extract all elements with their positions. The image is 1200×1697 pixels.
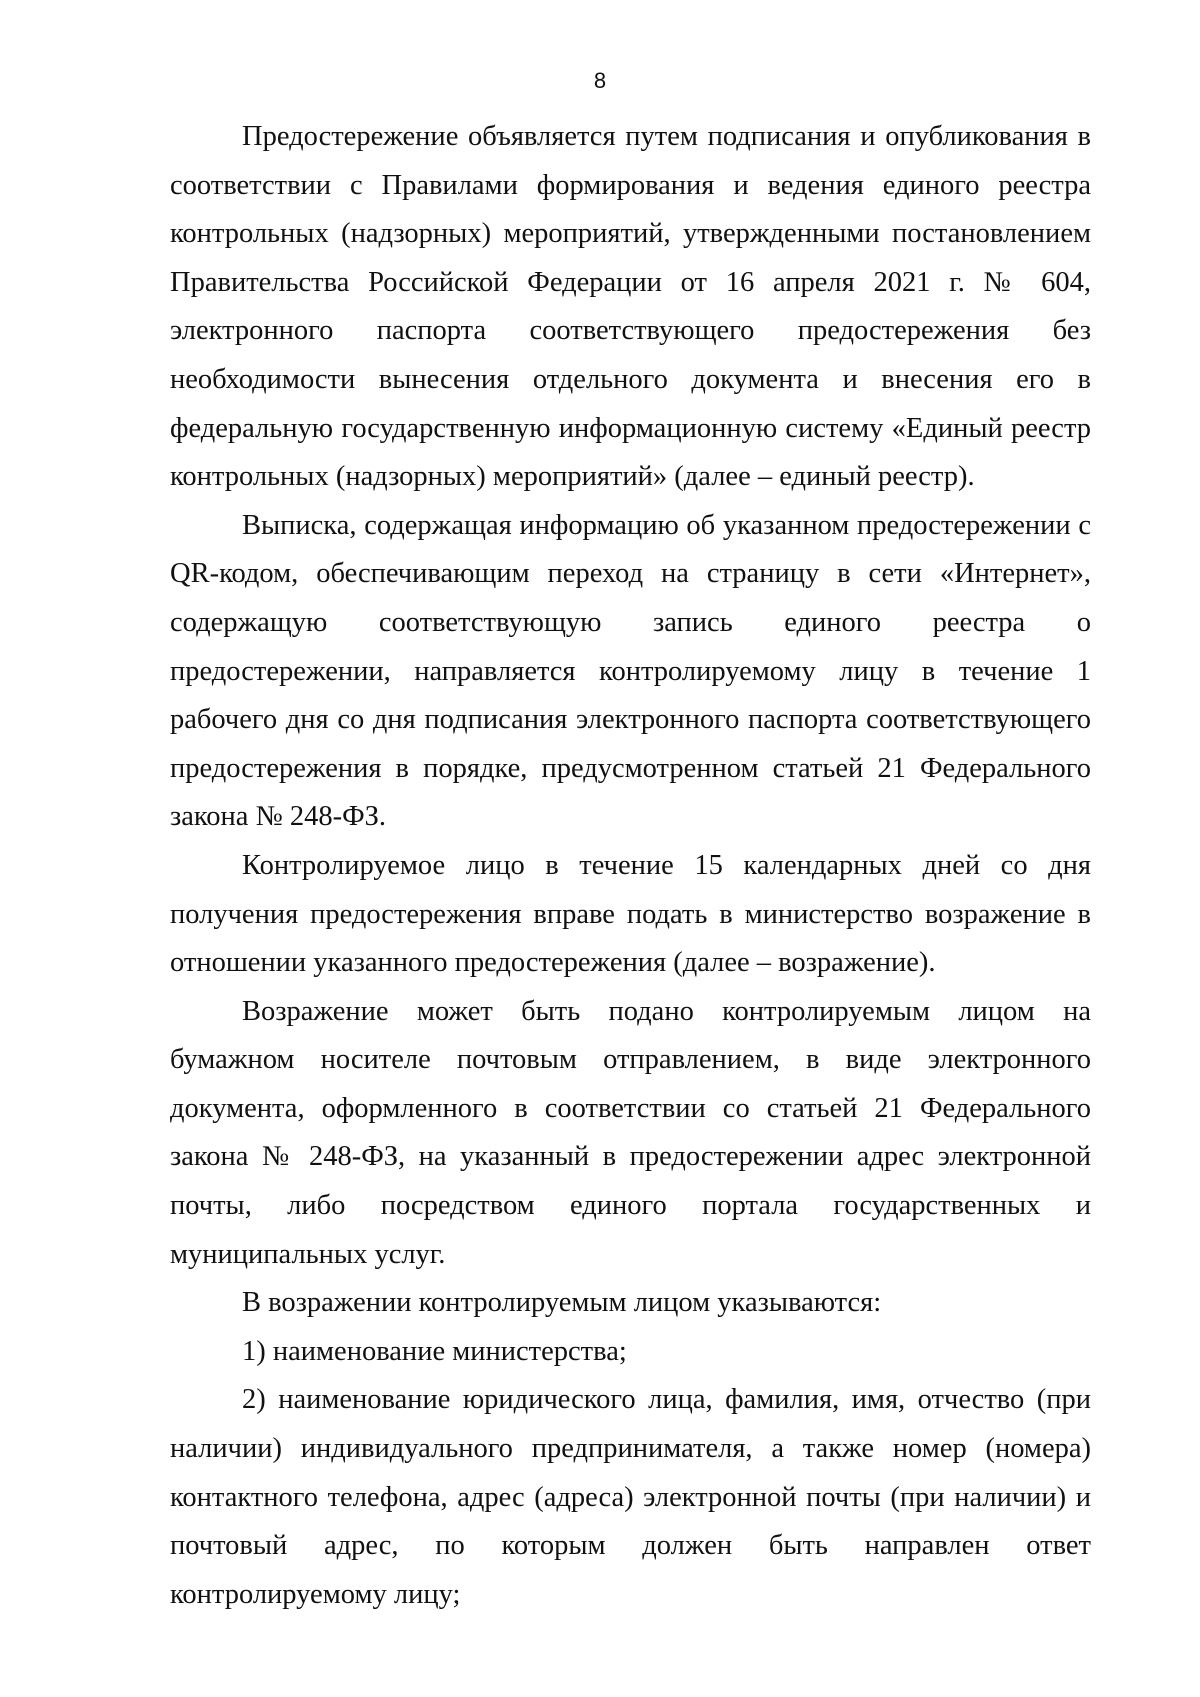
list-item-ministry-name: 1) наименование министерства; (242, 1335, 627, 1367)
paragraph-objection-contents-intro: В возражении контролируемым лицом указываются: (242, 1287, 882, 1319)
page-number: 8 (593, 68, 607, 93)
document-body (170, 113, 1091, 1619)
paragraph-objection-submission: Возражение может быть подано контролируемым лицом на бумажном носителе почтовым отправлением, в виде электронного документа, оформленного в соответствии со статьей 21 Федерального закона № 248-ФЗ, на указанный в предостережении адрес электронной почты, либо посредством единого портала государственных и муниципальных услуг. (170, 995, 1091, 1270)
list-item-applicant-details: 2) наименование юридического лица, фамилия, имя, отчество (при наличии) индивидуального предпринимателя, а также номер (номера) контактного телефона, адрес (адреса) электронной почты (при наличии) и почтовый адрес, по которым должен быть направлен ответ контролируемому лицу; (170, 1384, 1091, 1610)
paragraph-objection-deadline: Контролируемое лицо в течение 15 календарных дней со дня получения предостережения вправе подать в министерство возражение в отношении указанного предостережения (далее – возражение). (170, 849, 1091, 979)
paragraph-extract-qr-code: Выписка, содержащая информацию об указанном предостережении с QR-кодом, обеспечивающим переход на страницу в сети «Интернет», содержащую соответствующую запись единого реестра о предостережении, направляется контролируемому лицу в течение 1 рабочего дня со дня подписания электронного паспорта соответствующего предостережения в порядке, предусмотренном статьей 21 Федерального закона № 248-ФЗ. (170, 509, 1091, 833)
paragraph-warning-announcement: Предостережение объявляется путем подписания и опубликования в соответствии с Правилами формирования и ведения единого реестра контрольных (надзорных) мероприятий, утвержденными постановлением Правительства Российской Федерации от 16 апреля 2021 г. № 604, электронного паспорта соответствующего предостережения без необходимости вынесения отдельного документа и внесения его в федеральную государственную информационную систему «Единый реестр контрольных (надзорных) мероприятий» (далее – единый реестр). (170, 121, 1091, 493)
